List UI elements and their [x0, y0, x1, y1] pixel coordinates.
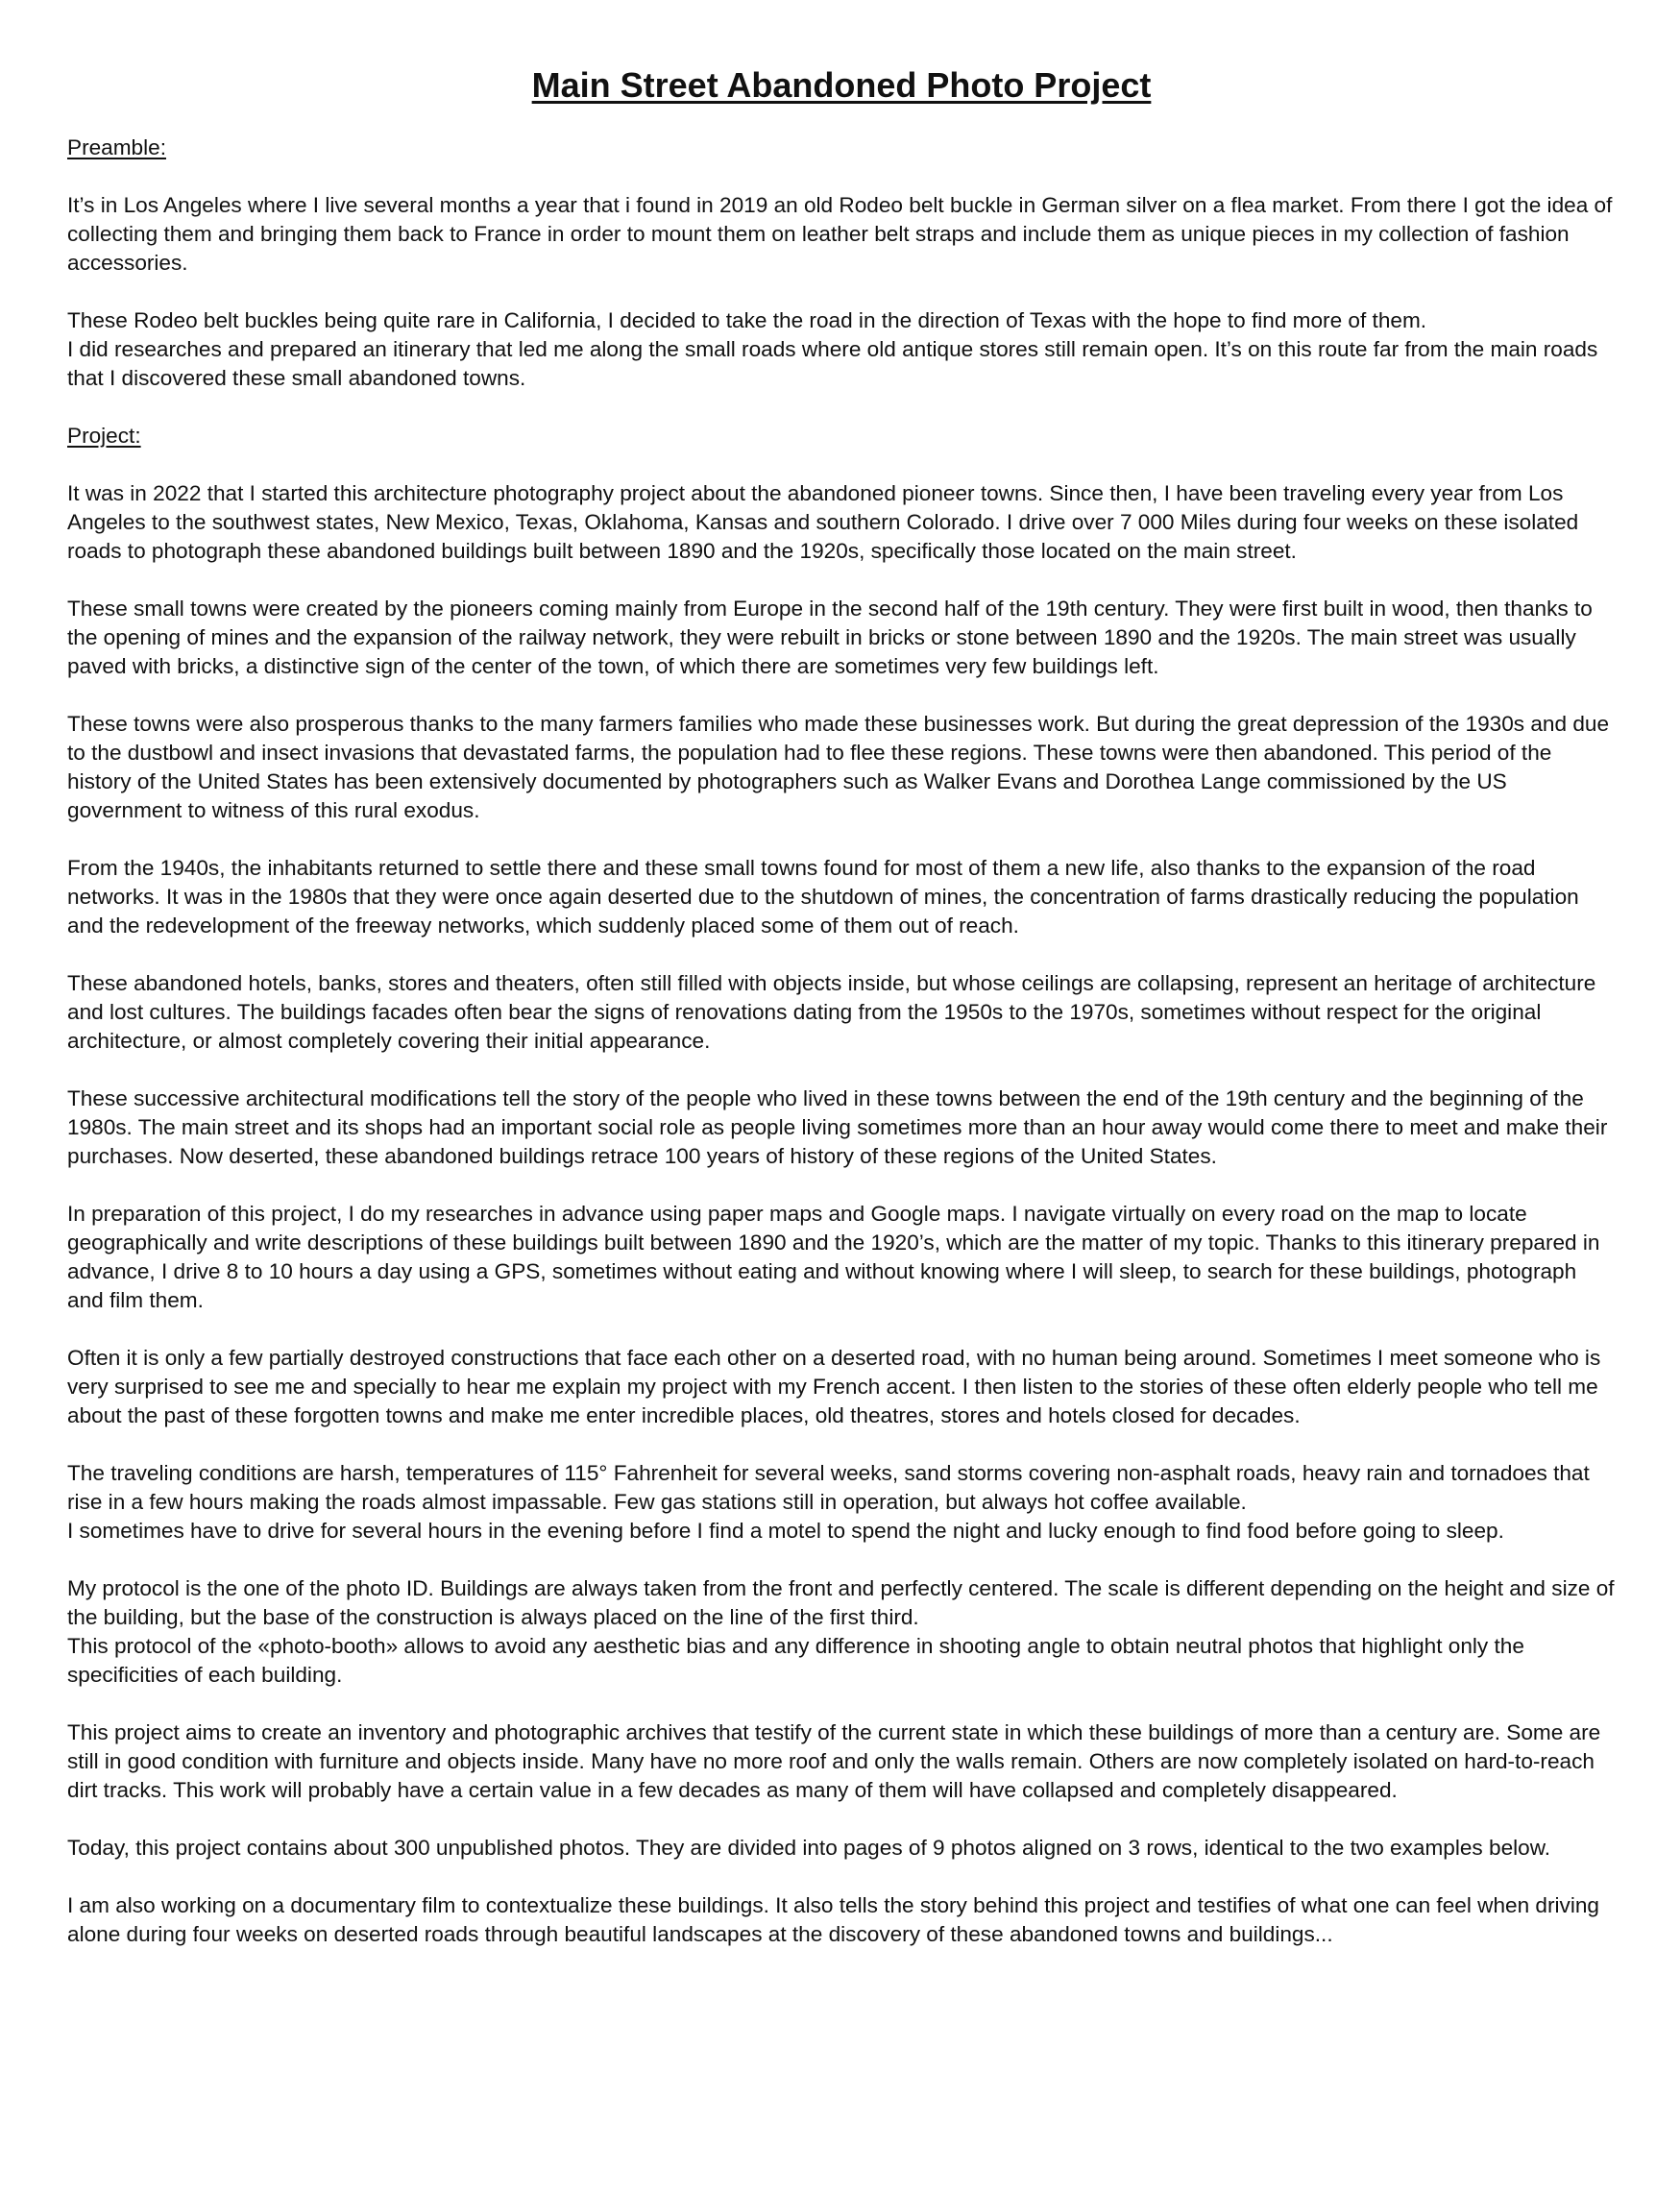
paragraph-line: Often it is only a few partially destroyed constructions that face each other on a deserted road, with no human being around. Sometimes I meet someone who is very surprised to see me and specially to hear me explain my project with my French accent. I then listen to the stories of these often elderly people who tell me about the past of these forgotten towns and make me enter incredible places, old theatres, stores and hotels closed for decades. — [67, 1346, 1601, 1428]
paragraph-line: These towns were also prosperous thanks to the many farmers families who made these businesses work. But during the great depression of the 1930s and due to the dustbowl and insect invasions that devastated farms, the population had to flee these regions. These towns were then abandoned. This period of the history of the United States has been extensively documented by photographers such as Walker Evans and Dorothea Lange commissioned by the US government to witness of this rural exodus. — [67, 712, 1610, 823]
paragraph — [67, 1200, 1616, 1315]
project-section — [67, 422, 1616, 1949]
project-heading: Project: — [67, 424, 141, 449]
paragraph-line: I am also working on a documentary film to contextualize these buildings. It also tells the story behind this project and testifies of what one can feel when driving alone during four weeks on deserted roads through beautiful landscapes at the discovery of these abandoned towns and buildings... — [67, 1893, 1599, 1947]
preamble-section — [67, 134, 1616, 393]
paragraph-line: This protocol of the «photo-booth» allows to avoid any aesthetic bias and any difference in shooting angle to obtain neutral photos that highlight only the specificities of each building. — [67, 1634, 1524, 1688]
preamble-paragraphs — [67, 191, 1616, 393]
paragraph-line: These abandoned hotels, banks, stores and theaters, often still filled with objects inside, but whose ceilings are collapsing, represent an heritage of architecture and lost cultures. The buildings facades often bear the signs of renovations dating from the 1950s to the 1970s, sometimes without respect for the original architecture, or almost completely covering their initial appearance. — [67, 971, 1596, 1054]
paragraph-line: I did researches and prepared an itinerary that led me along the small roads where old antique stores still remain open. It’s on this route far from the main roads that I discovered these small abandoned towns. — [67, 337, 1598, 391]
paragraph — [67, 1718, 1616, 1805]
paragraph — [67, 191, 1616, 278]
paragraph — [67, 306, 1616, 393]
paragraph — [67, 1344, 1616, 1430]
paragraph-line: These Rodeo belt buckles being quite rare in California, I decided to take the road in the direction of Texas with the hope to find more of them. — [67, 308, 1427, 333]
paragraph — [67, 1084, 1616, 1171]
paragraph — [67, 1834, 1616, 1863]
paragraph-line: These small towns were created by the pioneers coming mainly from Europe in the second half of the 19th century. They were first built in wood, then thanks to the opening of mines and the expansion of the railway network, they were rebuilt in bricks or stone between 1890 and the 1920s. The main street was usually paved with bricks, a distinctive sign of the center of the town, of which there are sometimes very few buildings left. — [67, 597, 1593, 679]
paragraph — [67, 479, 1616, 566]
paragraph — [67, 1459, 1616, 1546]
paragraph-line: This project aims to create an inventory and photographic archives that testify of the current state in which these buildings of more than a century are. Some are still in good condition with furniture and objects inside. Many have no more roof and only the walls remain. Others are now completely isolated on hard-to-reach dirt tracks. This work will probably have a certain value in a few decades as many of them will have collapsed and completely disappeared. — [67, 1720, 1601, 1803]
paragraph-line: From the 1940s, the inhabitants returned to settle there and these small towns found for most of them a new life, also thanks to the expansion of the road networks. It was in the 1980s that they were once again deserted due to the shutdown of mines, the concentration of farms drastically reducing the population and the redevelopment of the freeway networks, which suddenly placed some of them out of reach. — [67, 856, 1579, 938]
document-title: Main Street Abandoned Photo Project — [531, 65, 1152, 105]
paragraph — [67, 854, 1616, 940]
paragraph-line: It was in 2022 that I started this architecture photography project about the abandoned pioneer towns. Since then, I have been traveling every year from Los Angeles to the southwest states, New Mexico, Texas, Oklahoma, Kansas and southern Colorado. I drive over 7 000 Miles during four weeks on these isolated roads to photograph these abandoned buildings built between 1890 and the 1920s, specifically those located on the main street. — [67, 481, 1579, 564]
paragraph-line: Today, this project contains about 300 unpublished photos. They are divided into pages of 9 photos aligned on 3 rows, identical to the two examples below. — [67, 1836, 1551, 1861]
paragraph-line: It’s in Los Angeles where I live several months a year that i found in 2019 an old Rodeo belt buckle in German silver on a flea market. From there I got the idea of collecting them and bringing them back to France in order to mount them on leather belt straps and include them as unique pieces in my collection of fashion accessories. — [67, 193, 1613, 276]
paragraph — [67, 1574, 1616, 1690]
paragraph — [67, 969, 1616, 1056]
paragraph — [67, 595, 1616, 681]
paragraph-line: These successive architectural modifications tell the story of the people who lived in these towns between the end of the 19th century and the beginning of the 1980s. The main street and its shops had an important social role as people living sometimes more than an hour away would come there to meet and make their purchases. Now deserted, these abandoned buildings retrace 100 years of history of these regions of the United States. — [67, 1086, 1608, 1169]
document-page — [67, 65, 1616, 1978]
paragraph — [67, 1891, 1616, 1949]
paragraph-line: I sometimes have to drive for several hours in the evening before I find a motel to spend the night and lucky enough to find food before going to sleep. — [67, 1519, 1504, 1544]
paragraph-line: In preparation of this project, I do my researches in advance using paper maps and Google maps. I navigate virtually on every road on the map to locate geographically and write descriptions of these buildings built between 1890 and the 1920’s, which are the matter of my topic. Thanks to this itinerary prepared in advance, I drive 8 to 10 hours a day using a GPS, sometimes without eating and without knowing where I will sleep, to search for these buildings, photograph and film them. — [67, 1202, 1600, 1313]
paragraph — [67, 710, 1616, 825]
paragraph-line: The traveling conditions are harsh, temperatures of 115° Fahrenheit for several weeks, sand storms covering non-asphalt roads, heavy rain and tornadoes that rise in a few hours making the roads almost impassable. Few gas stations still in operation, but always hot coffee available. — [67, 1461, 1590, 1515]
preamble-heading: Preamble: — [67, 135, 166, 160]
project-paragraphs — [67, 479, 1616, 1949]
paragraph-line: My protocol is the one of the photo ID. Buildings are always taken from the front and perfectly centered. The scale is different depending on the height and size of the building, but the base of the construction is always placed on the line of the first third. — [67, 1576, 1615, 1630]
